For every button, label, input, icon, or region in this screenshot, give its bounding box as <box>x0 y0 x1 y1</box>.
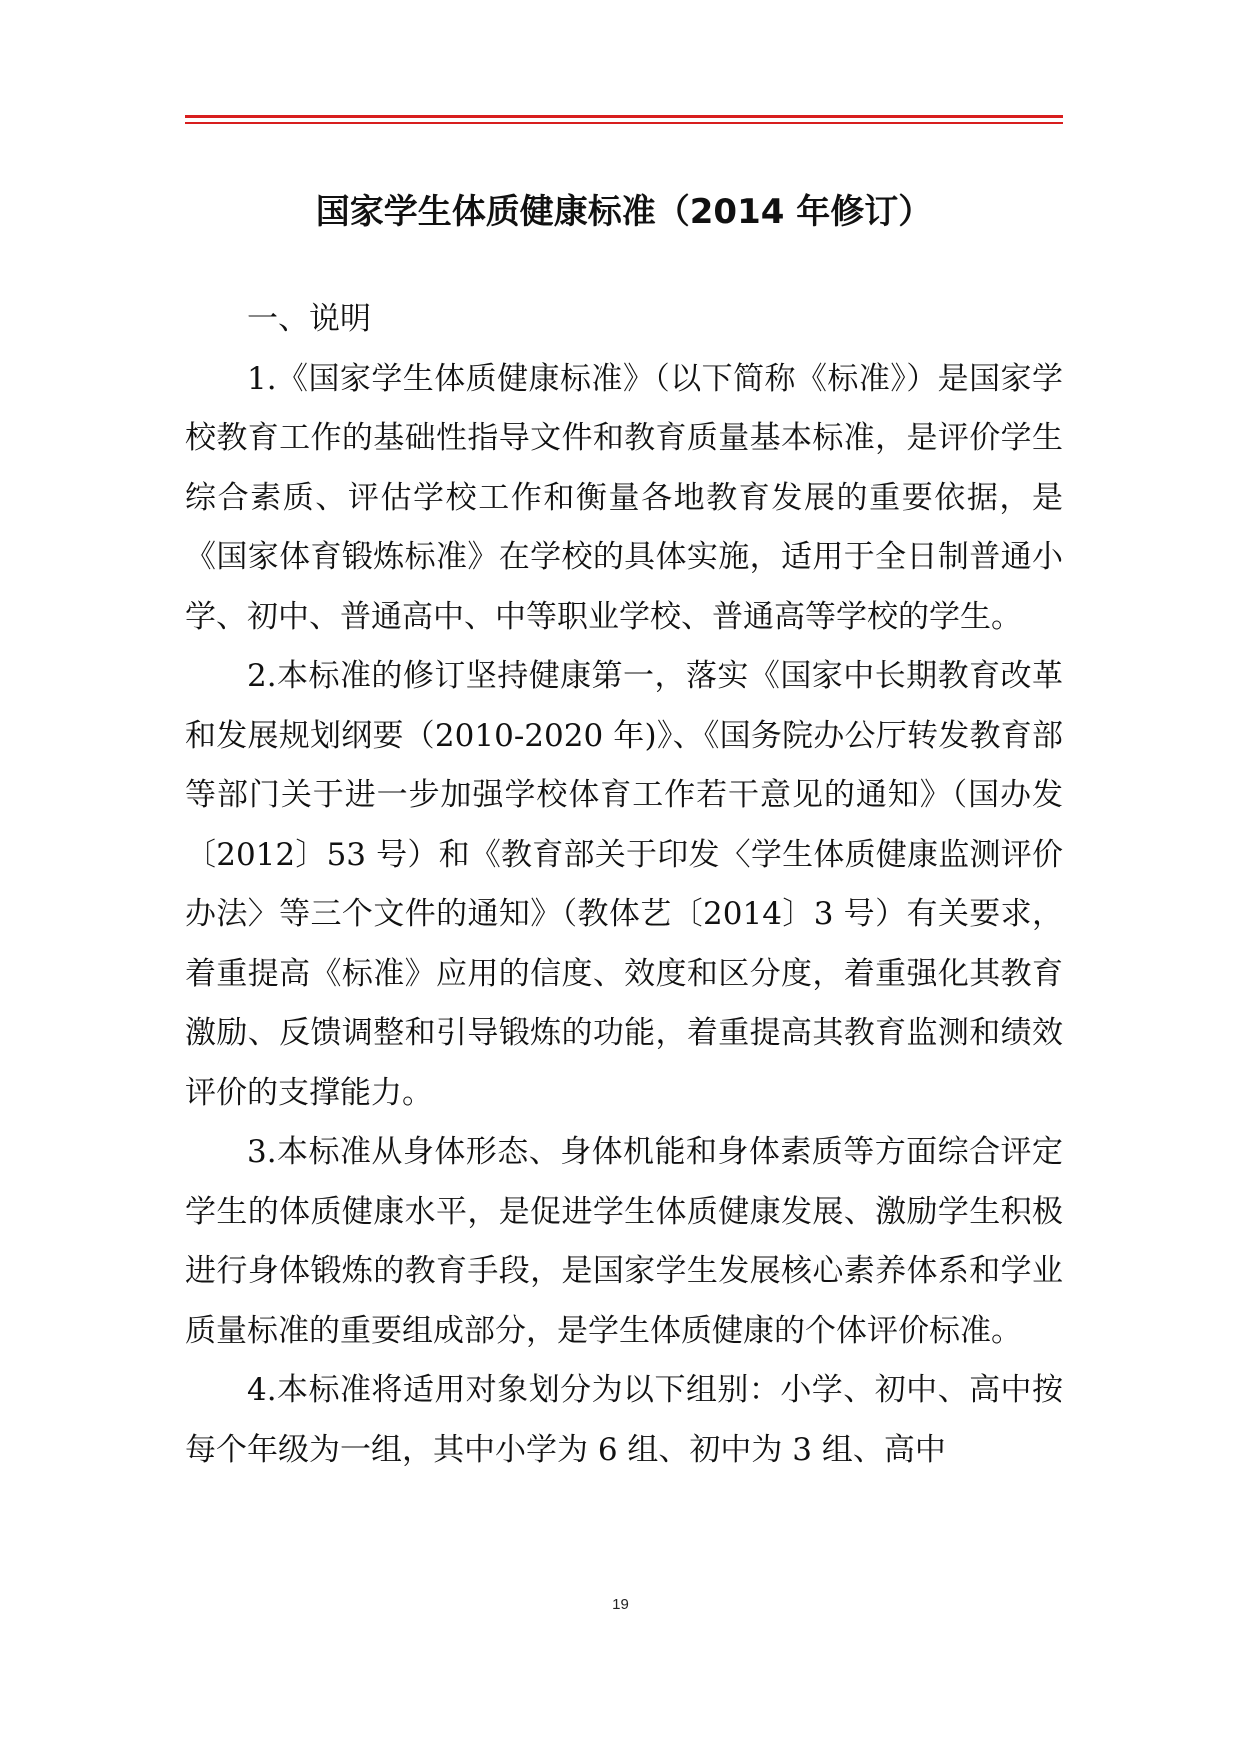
header-rule-thick <box>185 115 1063 118</box>
document-body <box>185 290 1063 1480</box>
paragraph-3: 3.本标准从身体形态、身体机能和身体素质等方面综合评定学生的体质健康水平，是促进学生体质健康发展、激励学生积极进行身体锻炼的教育手段，是国家学生发展核心素养体系和学业质量标准的重要组成部分，是学生体质健康的个体评价标准。 <box>185 1134 1063 1349</box>
header-rule-thin <box>185 122 1063 124</box>
section-heading: 一、说明 <box>247 301 371 337</box>
page-number: 19 <box>612 1596 629 1613</box>
paragraph-4: 4.本标准将适用对象划分为以下组别：小学、初中、高中按每个年级为一组，其中小学为 6 组、初中为 3 组、高中 <box>185 1372 1063 1468</box>
document-title: 国家学生体质健康标准（2014 年修订） <box>315 192 933 232</box>
paragraph-1: 1.《国家学生体质健康标准》（以下简称《标准》）是国家学校教育工作的基础性指导文件和教育质量基本标准，是评价学生综合素质、评估学校工作和衡量各地教育发展的重要依据，是《国家体育锻炼标准》在学校的具体实施，适用于全日制普通小学、初中、普通高中、中等职业学校、普通高等学校的学生。 <box>185 360 1063 635</box>
paragraph-2: 2.本标准的修订坚持健康第一，落实《国家中长期教育改革和发展规划纲要（2010-2020 年)》、《国务院办公厅转发教育部等部门关于进一步加强学校体育工作若干意见的通知》（国办发〔2012〕53 号）和《教育部关于印发〈学生体质健康监测评价办法〉等三个文件的通知》（教体艺〔2014〕3 号）有关要求，着重提高《标准》应用的信度、效度和区分度，着重强化其教育激励、反馈调整和引导锻炼的功能，着重提高其教育监测和绩效评价的支撑能力。 <box>185 658 1063 1111</box>
